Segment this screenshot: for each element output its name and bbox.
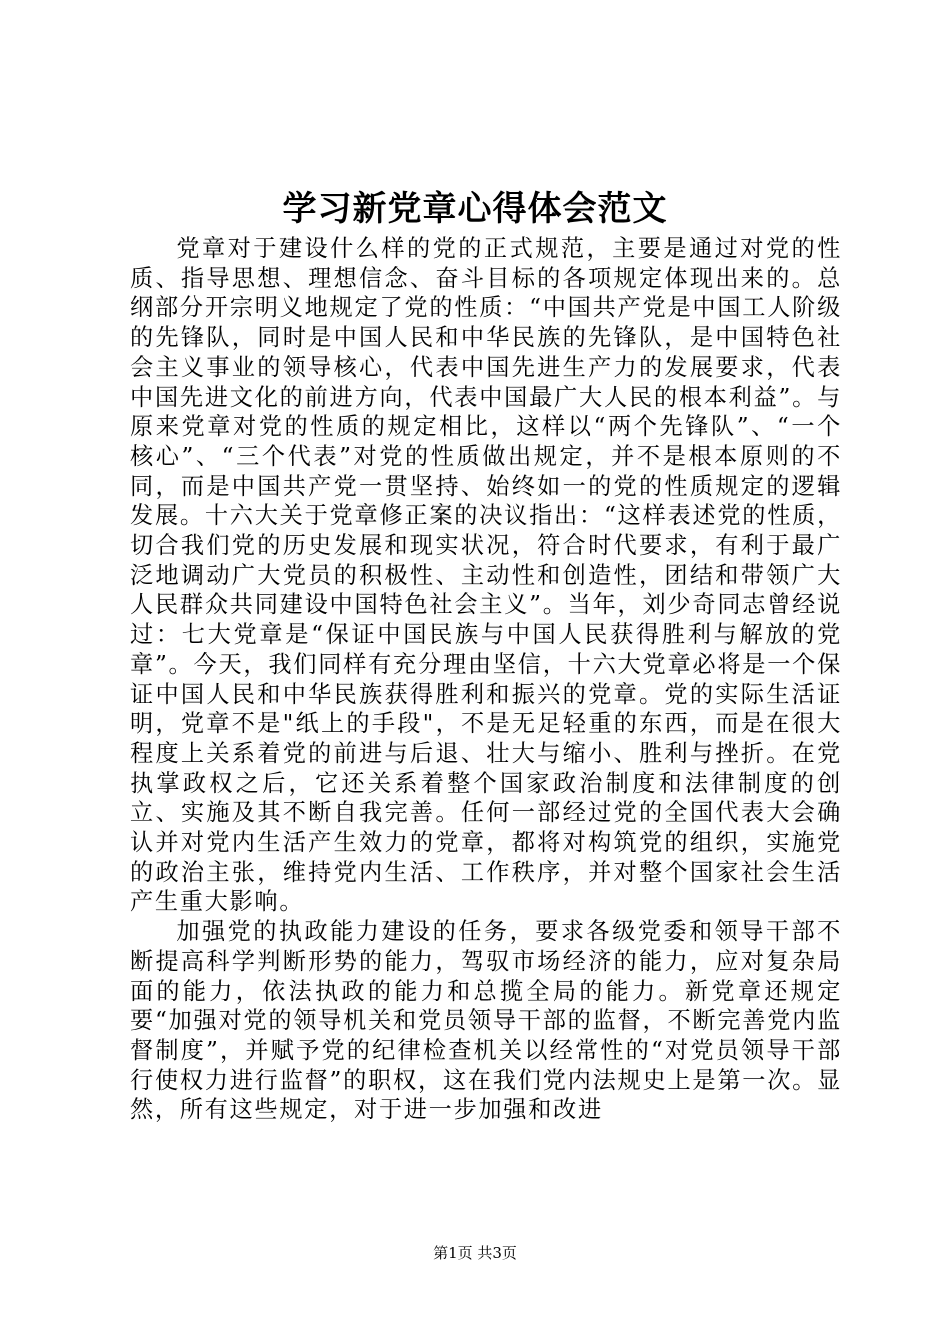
paragraph-1: 党章对于建设什么样的党的正式规范，主要是通过对党的性质、指导思想、理想信念、奋斗目标的各项规定体现出来的。总纲部分开宗明义地规定了党的性质：“中国共产党是中国工人阶级的先锋队，同时是中国人民和中华民族的先锋队，是中国特色社会主义事业的领导核心，代表中国先进生产力的发展要求，代表中国先进文化的前进方向，代表中国最广大人民的根本利益”。与原来党章对党的性质的规定相比，这样以“两个先锋队”、“一个核心”、“三个代表”对党的性质做出规定，并不是根本原则的不同，而是中国共产党一贯坚持、始终如一的党的性质规定的逻辑发展。十六大关于党章修正案的决议指出：“这样表述党的性质，切合我们党的历史发展和现实状况，符合时代要求，有利于最广泛地调动广大党员的积极性、主动性和创造性，团结和带领广大人民群众共同建设中国特色社会主义”。当年，刘少奇同志曾经说过：七大党章是“保证中国民族与中国人民获得胜利与解放的党章”。今天，我们同样有充分理由坚信，十六大党章必将是一个保证中国人民和中华民族获得胜利和振兴的党章。党的实际生活证明，党章不是"纸上的手段"，不是无足轻重的东西，而是在很大程度上关系着党的前进与后退、壮大与缩小、胜利与挫折。在党执掌政权之后，它还关系着整个国家政治制度和法律制度的创立、实施及其不断自我完善。任何一部经过党的全国代表大会确认并对党内生活产生效力的党章，都将对构筑党的组织，实施党的政治主张，维持党内生活、工作秩序，并对整个国家社会生活产生重大影响。 (130, 235, 842, 916)
paragraph-2: 加强党的执政能力建设的任务，要求各级党委和领导干部不断提高科学判断形势的能力，驾驭市场经济的能力，应对复杂局面的能力，依法执政的能力和总揽全局的能力。新党章还规定要“加强对党的领导机关和党员领导干部的监督，不断完善党内监督制度”，并赋予党的纪律检查机关以经常性的“对党员领导干部行使权力进行监督”的职权，这在我们党内法规史上是第一次。显然，所有这些规定，对于进一步加强和改进 (130, 918, 842, 1124)
document-body (130, 234, 842, 1125)
page-number-footer: 第1页 共3页 (433, 1244, 517, 1262)
page-title: 学习新党章心得体会范文 (282, 189, 668, 229)
